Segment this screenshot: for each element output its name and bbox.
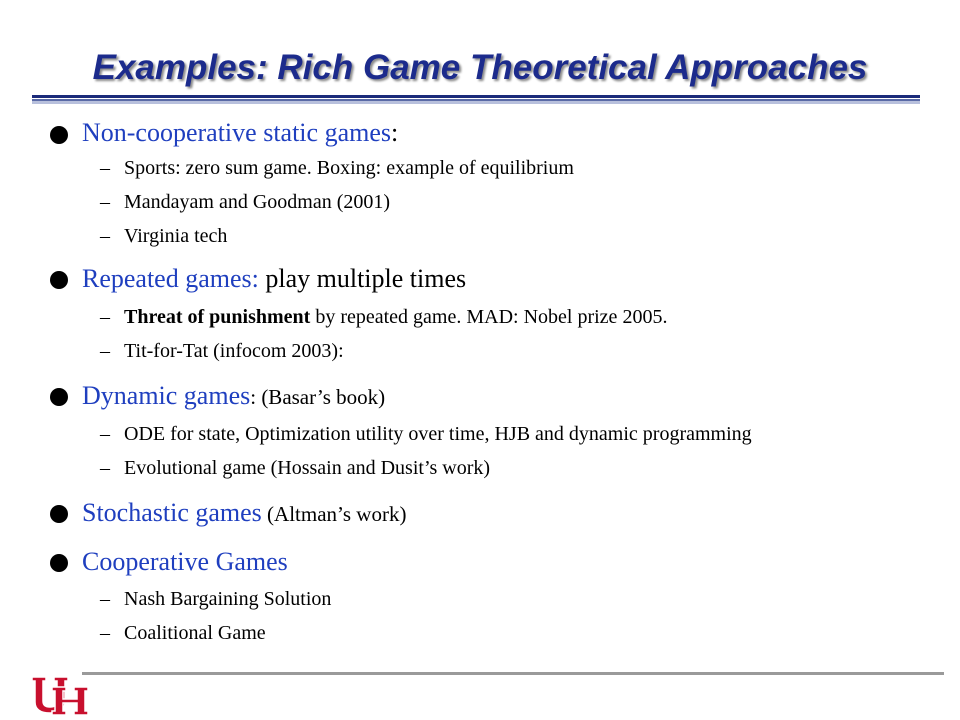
slide-title: Examples: Rich Game Theoretical Approaches xyxy=(92,48,868,87)
sub-item-text: ODE for state, Optimization utility over time, HJB and dynamic programming xyxy=(124,423,752,445)
sub-item: – Nash Bargaining Solution xyxy=(100,588,332,610)
sub-item: – Sports: zero sum game. Boxing: example of equilibrium xyxy=(100,157,574,179)
bullet-dot xyxy=(50,505,68,523)
bullet-dot xyxy=(50,554,68,572)
sub-item: – ODE for state, Optimization utility over time, HJB and dynamic programming xyxy=(100,423,752,445)
footer-divider xyxy=(82,672,944,675)
bullet-tail: : (Basar’s book) xyxy=(250,385,386,409)
bullet-repeated-games xyxy=(82,263,466,295)
sub-item: – Threat of punishment by repeated game. MAD: Nobel prize 2005. xyxy=(100,306,668,328)
sub-item-text: Nash Bargaining Solution xyxy=(124,588,332,610)
sub-item: – Virginia tech xyxy=(100,225,228,247)
bullet-dot xyxy=(50,271,68,289)
sub-item-text: Evolutional game (Hossain and Dusit’s work) xyxy=(124,457,491,479)
bullet-head: Stochastic games xyxy=(82,498,262,527)
sub-item-text: Mandayam and Goodman (2001) xyxy=(124,191,391,213)
sub-item-text: by repeated game. MAD: Nobel prize 2005. xyxy=(310,306,668,328)
bullet-tail: play multiple times xyxy=(258,264,467,293)
sub-item: – Coalitional Game xyxy=(100,622,266,644)
bullet-head: Repeated games: xyxy=(82,264,259,293)
bullet-cooperative-games xyxy=(82,546,288,578)
bullet-stochastic-games xyxy=(82,497,406,530)
title-divider xyxy=(32,95,920,104)
bullet-tail: : xyxy=(391,118,399,147)
bullet-head: Dynamic games xyxy=(82,381,251,410)
sub-item-bold: Threat of punishment xyxy=(124,306,311,328)
bullet-tail: (Altman’s work) xyxy=(261,502,407,526)
uh-logo-icon xyxy=(30,675,90,717)
bullet-dot xyxy=(50,126,68,144)
bullet-noncooperative-static xyxy=(82,117,398,149)
sub-item-text: Coalitional Game xyxy=(124,622,266,644)
sub-item-text: Virginia tech xyxy=(124,225,228,247)
bullet-head: Non-cooperative static games xyxy=(82,118,391,147)
sub-item-text: Sports: zero sum game. Boxing: example of equilibrium xyxy=(124,157,574,179)
sub-item: – Evolutional game (Hossain and Dusit’s work) xyxy=(100,457,491,479)
bullet-head: Cooperative Games xyxy=(82,547,288,576)
sub-item-text: Tit-for-Tat (infocom 2003): xyxy=(124,340,344,362)
sub-item: – Tit-for-Tat (infocom 2003): xyxy=(100,340,344,362)
bullet-dynamic-games xyxy=(82,380,385,413)
sub-item: – Mandayam and Goodman (2001) xyxy=(100,191,391,213)
bullet-dot xyxy=(50,388,68,406)
